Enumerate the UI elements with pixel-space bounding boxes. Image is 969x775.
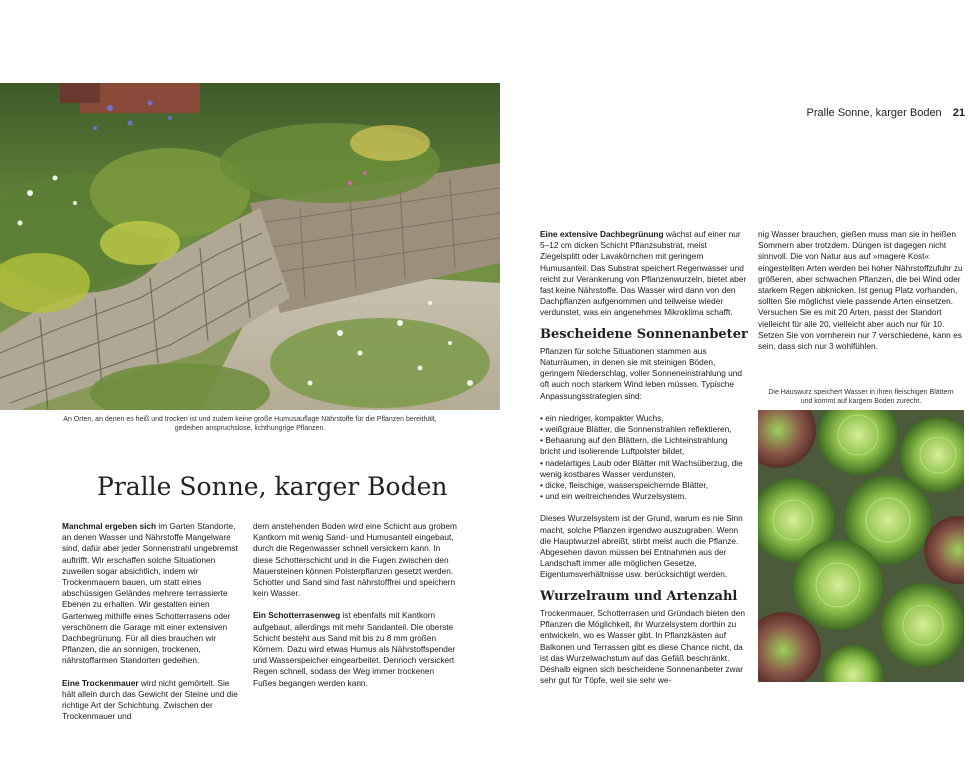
- trockenmauer-lead: Eine Trockenmauer: [62, 677, 139, 688]
- running-header-title: Pralle Sonne, karger Boden: [806, 107, 942, 119]
- right-page-column-1: [540, 229, 748, 686]
- page-number: 21: [952, 107, 965, 119]
- adaptation-strategies-list: [540, 413, 748, 503]
- list-item: • und ein weitreichendes Wurzelsystem.: [540, 491, 748, 502]
- dachbegruenung-paragraph: [540, 229, 748, 319]
- dry-stone-wall-illustration: [0, 83, 500, 410]
- houseleek-photo: [758, 410, 964, 682]
- list-item: • ein niedriger, kompakter Wuchs,: [540, 413, 748, 424]
- intro-text: im Garten Standorte, an denen Wasser und Nährstoffe Mangelware sind, dafür aber jeder Sonnenstrahl ungebremst auftrifft. Wir erschaffen solche Situationen zuweilen sogar absichtlich, indem wir Trockenmauern bauen, um statt eines abschüssigen Geländes mehrere terrassierte Ebenen zu erhalten. Wir gestalten einen Gartenweg mithilfe eines Schotterrasens oder verschönern die Garage mit einer extensiven Dachbegrünung. Für all dies brauchen wir Pflanzen, die an sonnigen, trockenen, nährstoffarmen Standorten gedeihen.: [62, 521, 238, 666]
- wall-photo-caption-line-2: gedeihen anspruchslose, lichthungrige Pflanzen.: [174, 425, 326, 432]
- succulent-photo-caption: [758, 388, 964, 406]
- left-page-column-1: [62, 521, 242, 722]
- succulent-photo-caption-line-2: und kommt auf kargem Boden zurecht.: [800, 398, 922, 405]
- dachbegruenung-lead: Eine extensive Dachbegrünung: [540, 229, 664, 239]
- wall-photo-caption: [40, 415, 460, 433]
- intro-lead: Manchmal ergeben sich: [62, 521, 157, 531]
- subheading-wurzelraum: Wurzelraum und Artenzahl: [540, 588, 738, 604]
- intro-paragraph: [62, 521, 242, 667]
- list-item: • weißgraue Blätter, die Sonnenstrahlen reflektieren,: [540, 424, 748, 435]
- wall-photo-caption-line-1: An Orten, an denen es heiß und trocken ist und zudem keine große Humusauflage Nährstoffe für die Pflanzen bereithält,: [63, 416, 437, 423]
- chapter-heading: Pralle Sonne, karger Boden: [97, 472, 448, 501]
- dachbegruenung-text: wächst auf einer nur 5–12 cm dicken Schicht Pflanzsubstrat, meist Ziegelsplitt oder Lavakörnchen mit geringem Humusanteil. Das Substrat speichert Regenwasser und reicht zur Verankerung von Pflanzenwurzeln, bietet aber fast keine Nährstoffe. Das Wasser wird dann von den Dachpflanzen aufgenommen und teilweise wieder verdunstet, was ein angenehmes Mikroklima schafft.: [540, 229, 747, 318]
- left-page-column-2: [253, 521, 459, 689]
- wurzelraum-paragraph: Trockenmauer, Schotterrasen und Gründach bieten den Pflanzen die Möglichkeit, ihr Wurzelsystem dorthin zu entwickeln, wo es Wasser gibt. In Pflanzkästen auf Balkonen und Terrassen gibt es diese Chance nicht, da ist das Wurzelwachstum auf das Gefäß beschränkt. Deshalb eignen sich bescheidene Sonnenanbeter zwar sehr gut für Töpfe, weil sie sehr we-: [540, 607, 745, 686]
- list-item: • nadelartiges Laub oder Blätter mit Wachsüberzug, die wenig kostbares Wasser verdunsten,: [540, 458, 748, 480]
- wurzelsystem-paragraph: Dieses Wurzelsystem ist der Grund, warum es nie Sinn macht, solche Pflanzen irgendwo auszugraben. Wenn die Hauptwurzel abreißt, stirbt meist auch die Pflanze. Abgesehen davon müssen bei Entnahmen aus der Landschaft immer alle möglichen Gesetze, Eigentumsverhältnisse usw. berücksichtigt werden.: [540, 513, 743, 580]
- succulent-photo-caption-line-1: Die Hauswurz speichert Wasser in ihren fleischigen Blättern: [768, 389, 954, 396]
- right-page-column-2: [758, 229, 964, 352]
- dry-stone-wall-photo: [0, 83, 500, 410]
- schotterrasen-paragraph: [253, 610, 459, 688]
- trockenmauer-paragraph: [62, 678, 242, 723]
- trockenmauer-continued-paragraph: dem anstehenden Boden wird eine Schicht aus grobem Kantkorn mit wenig Sand- und Humusanteil eingebaut, durch die Regenwasser schnell versickern kann. In diese Schotterschicht und in die Fugen zwischen den Mauersteinen können Polsterpflanzen gesetzt werden. Schotter und Sand sind fast nährstofffrei und speichern kein Wasser.: [253, 521, 457, 599]
- list-item: • dicke, fleischige, wasserspeichernde Blätter,: [540, 480, 748, 491]
- running-header: [780, 107, 965, 119]
- schotterrasen-text: ist ebenfalls mit Kantkorn aufgebaut, allerdings mit mehr Sandanteil. Die oberste Schicht besteht aus Sand mit bis zu 8 mm großen Körnern. Dazu wird etwas Humus als Nährstoffspender und Wasserspeicher eingearbeitet. Dennoch versickert Regen schnell, sodass der Weg immer trockenen Fußes begangen werden kann.: [253, 610, 456, 688]
- sonnenanbeter-paragraph: Pflanzen für solche Situationen stammen aus Naturräumen, in denen sie mit steinigen Böden, geringem Niederschlag, voller Sonneneinstrahlung und oft auch noch starkem Wind leben müssen. Typische Anpassungsstrategien sind:: [540, 345, 743, 401]
- subheading-sonnenanbeter: Bescheidene Sonnenanbeter: [540, 326, 748, 342]
- trockenmauer-text: wird nicht gemörtelt. Sie hält allein durch das Gewicht der Steine und die richtige Art der Schichtung. Zwischen der Trockenmauer und: [62, 677, 238, 722]
- giessen-paragraph: nig Wasser brauchen, gießen muss man sie in heißen Sommern aber trotzdem. Düngen ist dagegen nicht sinnvoll. Die von Natur aus auf »magere Kost« eingestellten Arten werden bei hoher Nährstoffzufuhr zu größeren, aber schwachen Pflanzen, die bei Wind oder starkem Regen abknicken. Ist genug Platz vorhanden, sollten Sie möglichst viele passende Arten einsetzen. Versuchen Sie es mit 20 Arten, passt der Standort vielleicht für alle 20, vielleicht aber auch nur für 10. Setzen Sie von vornherein nur 7 verschiedene, kann es sein, dass sich nur 3 wohlfühlen.: [758, 229, 963, 352]
- schotterrasen-lead: Ein Schotterrasenweg: [253, 610, 341, 621]
- list-item: • Behaarung auf den Blättern, die Lichteinstrahlung bricht und isolierende Luftpolster bildet,: [540, 435, 748, 457]
- houseleek-illustration: [758, 410, 964, 682]
